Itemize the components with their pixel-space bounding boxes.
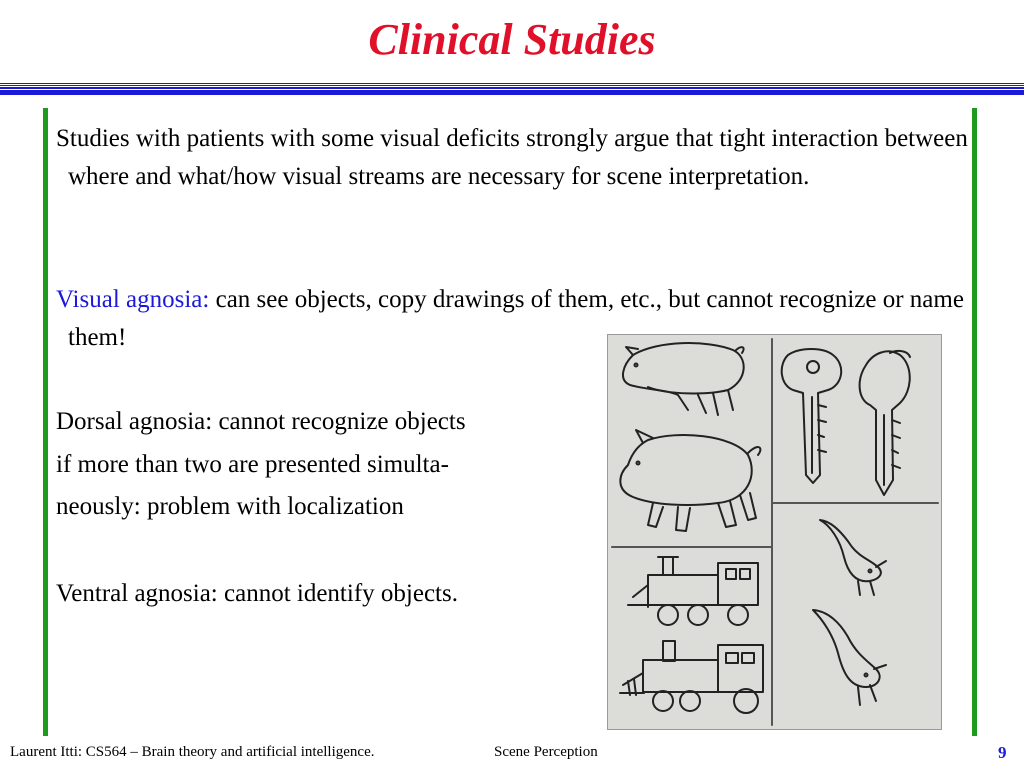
pig-original-drawing xyxy=(623,343,744,415)
ventral-agnosia-line: Ventral agnosia: cannot identify objects. xyxy=(56,580,458,607)
bird-original-drawing xyxy=(820,520,886,595)
slide-title: Clinical Studies xyxy=(368,15,656,64)
visual-agnosia-term: Visual agnosia: xyxy=(56,286,210,313)
visual-agnosia-description: can see objects, copy drawings of them, etc., but cannot recognize or name them! xyxy=(68,286,964,351)
pig-copy-drawing xyxy=(620,430,760,531)
footer-topic: Scene Perception xyxy=(494,744,598,760)
key-copy-drawing xyxy=(860,351,910,495)
right-accent-bar xyxy=(972,108,977,736)
agnosia-drawings-figure xyxy=(607,334,942,730)
train-original-drawing xyxy=(628,557,758,625)
drawings-svg xyxy=(608,335,941,729)
dorsal-agnosia-line-1: Dorsal agnosia: cannot recognize objects xyxy=(56,408,466,435)
dorsal-agnosia-line-2: if more than two are presented simulta- xyxy=(56,451,449,478)
page-number: 9 xyxy=(998,743,1007,762)
title-underline xyxy=(0,83,1024,95)
intro-paragraph: Studies with patients with some visual deficits strongly argue that tight interaction between where and what/how visual streams are necessary for scene interpretation. xyxy=(56,125,968,190)
train-copy-drawing xyxy=(620,641,763,713)
dorsal-agnosia-line-3: neously: problem with localization xyxy=(56,493,404,520)
left-accent-bar xyxy=(43,108,48,736)
footer-author-course: Laurent Itti: CS564 – Brain theory and artificial intelligence. xyxy=(10,744,375,760)
key-original-drawing xyxy=(782,349,842,483)
bird-copy-drawing xyxy=(813,610,886,705)
